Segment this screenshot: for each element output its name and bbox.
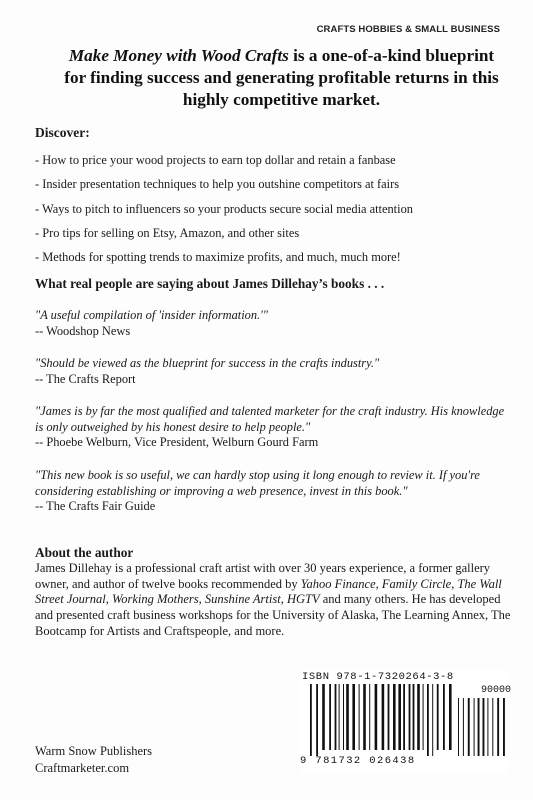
testimonial-source: -- Woodshop News xyxy=(35,323,131,338)
discover-heading: Discover: xyxy=(35,125,90,140)
testimonial-quote: "Should be viewed as the blueprint for success in the crafts industry." xyxy=(35,356,380,370)
discover-item: - Pro tips for selling on Etsy, Amazon, and other sites xyxy=(35,225,300,240)
barcode-digits: 9 781732 026438 xyxy=(300,755,416,767)
discover-item: - Ways to pitch to influencers so your products secure social media attention xyxy=(35,201,413,216)
testimonial-source: -- Phoebe Welburn, Vice President, Welburn Gourd Farm xyxy=(35,435,319,449)
discover-item: - Insider presentation techniques to help you outshine competitors at fairs xyxy=(35,177,400,192)
barcode-bar xyxy=(375,684,378,750)
lead-text: is a one-of-a-kind blueprint for finding success and generating profitable returns in this highly competitive market. xyxy=(64,46,499,109)
discover-item: - Methods for spotting trends to maximize profits, and much, much more! xyxy=(35,250,401,265)
barcode-bar xyxy=(487,698,488,756)
barcode-bar xyxy=(335,684,337,750)
isbn-label: ISBN 978-1-7320264-3-8 xyxy=(302,671,454,683)
barcode-bar xyxy=(388,684,390,750)
barcode-bar xyxy=(503,698,505,756)
testimonial-quote: "James is by far the most qualified and talented marketer for the craft industry. His knowledge is only outweighed by his honest desire to help people." xyxy=(35,404,505,434)
publisher-name: Warm Snow Publishers xyxy=(35,744,153,758)
barcode-bar xyxy=(352,684,355,750)
barcode-bar xyxy=(463,698,464,756)
barcode-bar xyxy=(398,684,401,750)
testimonial-source: -- The Crafts Fair Guide xyxy=(35,499,156,513)
barcode-bar xyxy=(369,684,370,750)
testimonial xyxy=(35,468,510,515)
book-title: Make Money with Wood Crafts xyxy=(68,46,289,65)
barcode-bar xyxy=(468,698,470,756)
about-heading: About the author xyxy=(35,545,134,560)
barcode-bar xyxy=(346,684,349,750)
testimonial xyxy=(35,404,510,451)
barcode xyxy=(300,684,510,758)
barcode-bar xyxy=(437,684,439,750)
about-text-end: and many others. He has developed and presented craft business workshops for the University of Alaska, The Learning Annex, The Bootcamp for Artists and Craftspeople, and more. xyxy=(35,592,511,638)
barcode-bar xyxy=(382,684,385,750)
testimonial-quote: "This new book is so useful, we can hardly stop using it long enough to review it. If you're considering establishing or improving a web presence, invest in this book." xyxy=(35,468,480,498)
barcode-bar xyxy=(458,698,459,756)
lead-paragraph xyxy=(60,45,503,111)
barcode-bar xyxy=(478,698,480,756)
barcode-bar xyxy=(393,684,396,750)
barcode-bar xyxy=(492,698,493,756)
barcode-bar xyxy=(316,684,318,756)
praise-heading: What real people are saying about James Dillehay’s books . . . xyxy=(35,276,385,291)
barcode-bar xyxy=(329,684,331,750)
barcode-bar xyxy=(339,684,340,750)
barcode-bar xyxy=(343,684,344,750)
testimonial xyxy=(35,308,510,339)
barcode-bar xyxy=(443,684,445,750)
barcode-bar xyxy=(432,684,433,756)
barcode-bar xyxy=(359,684,360,750)
barcode-bar xyxy=(363,684,366,750)
barcode-bar xyxy=(474,698,475,756)
category-label: CRAFTS HOBBIES & SMALL BUSINESS xyxy=(316,24,500,35)
barcode-bar xyxy=(417,684,420,750)
testimonial xyxy=(35,356,510,387)
publisher-website: Craftmarketer.com xyxy=(35,761,130,775)
barcode-bar xyxy=(449,684,452,750)
barcode-bar xyxy=(413,684,415,750)
price-code: 90000 xyxy=(481,685,512,696)
barcode-bar xyxy=(497,698,499,756)
barcode-bar xyxy=(403,684,405,750)
barcode-bar xyxy=(409,684,411,750)
publisher-block xyxy=(35,743,152,777)
barcode-bar xyxy=(310,684,312,756)
about-text: James Dillehay is a professional craft artist with over 30 years experience, a former gallery owner, and author of twelve books recommended by xyxy=(35,561,491,591)
discover-item: - How to price your wood projects to earn top dollar and retain a fanbase xyxy=(35,153,396,167)
discover-list xyxy=(35,148,515,269)
barcode-bar xyxy=(423,684,424,750)
barcode-bar xyxy=(322,684,325,750)
testimonial-source: -- The Crafts Report xyxy=(35,371,136,386)
barcode-bar xyxy=(483,698,485,756)
testimonial-quote: "A useful compilation of 'insider information.'" xyxy=(35,308,269,322)
about-paragraph xyxy=(35,561,513,640)
about-publications: Yahoo Finance, Family Circle, The Wall Street Journal, Working Mothers, Sunshine Artist, HGTV xyxy=(35,576,502,607)
barcode-bar xyxy=(427,684,429,756)
